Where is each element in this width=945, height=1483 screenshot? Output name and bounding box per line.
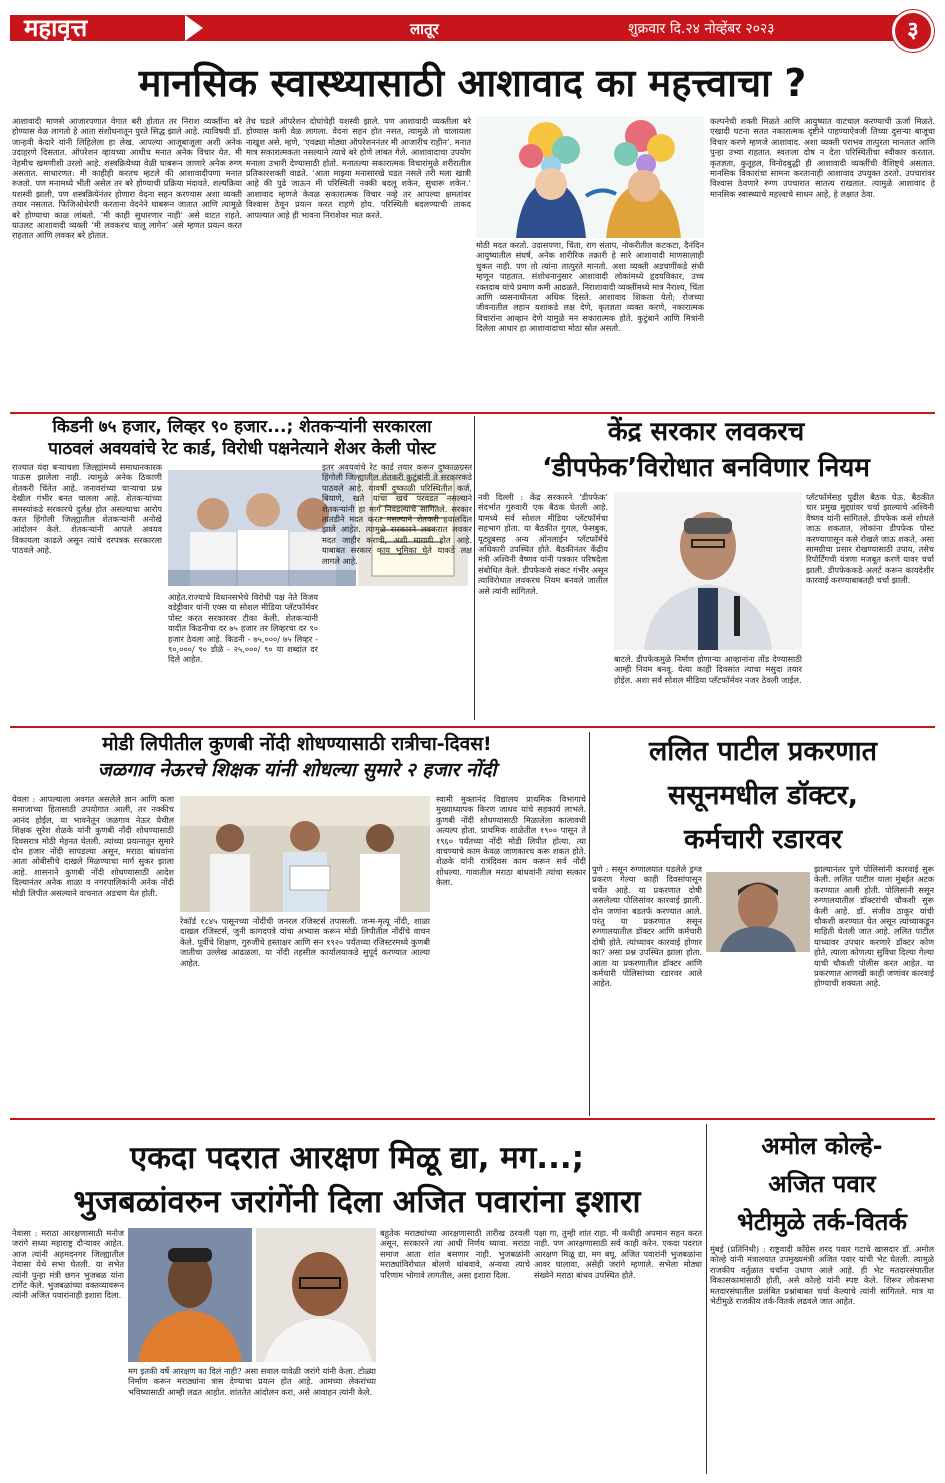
kidney-col-1: राज्यात यंदा बऱ्याचशा जिल्ह्यांमध्ये समाधानकारक पाऊस झालेला नाही. त्यामुळे अनेक ठिकाणी शेतकरी चिंतेत आहे. जनावरांच्या चाऱ्याचा प्रश्न देखील गंभीर बनत चालला आहे. शेतकऱ्यांच्या समस्यांकडे सरकारचे दुर्लक्ष होत असल्याचा आरोप करत हिंगोली जिल्ह्यातील शेतकऱ्यांनी अनोखे आंदोलन केले. शेतकऱ्यांनी आपले अवयव विकायला काढले असून त्यांचे दरपत्रक सरकारला पाठवले आहे. — [12, 462, 162, 556]
deepfake-headline-1: केंद्र सरकार लवकरच — [607, 417, 805, 447]
masthead-left-chevron — [185, 15, 203, 41]
reservation-col-1: नेवासा : मराठा आरक्षणासाठी मनोज जरांगे सध्या महाराष्ट्र दौऱ्यावर आहेत. आज त्यांनी अहमदनगर जिल्ह्यातील नेवासा येथे सभा घेतली. या सभेत त्यांनी पुन्हा मंत्री छगन भुजबळ यांना टार्गेट केले. भुजबळांच्या वक्तव्यावरून त्यांनी अजित पवारांनाही इशारा दिला. — [12, 1228, 124, 1301]
reservation-headline-2: भुजबळांवरुन जरांगेंनी दिला अजित पवारांना इशारा — [73, 1184, 641, 1220]
kidney-headline-1: किडनी ७५ हजार, लिव्हर ९० हजार...; शेतकऱ्यांनी सरकारला — [52, 417, 432, 437]
issue-date: शुक्रवार दि.२४ नोव्हेंबर २०२३ — [628, 21, 775, 37]
amol-headline-1: अमोल कोल्हे- — [761, 1132, 883, 1160]
reservation-col-3: बहुतेक मराठ्यांच्या आरक्षणासाठी तारीख ठरवली असून, सरकारने त्या आधी निर्णय घ्यावा. मराठा समाज आता शांत बसणार नाही. भुजबळांनी मराठ्यांविरोधात बोलणे थांबवावे, अन्यथा त्याचे परिणाम भोगावे लागतील, असा इशारा दिला. — [380, 1228, 530, 1280]
lalit-col-1: पुणे : ससून रुग्णालयात घडलेले ड्रग्ज प्रकरण गेल्या काही दिवसांपासून चर्चेत आहे. या प्रकरणात दोषी असलेल्या पोलिसांवर कारवाई झाली. दोन जणांना बडतर्फ करण्यात आले. परंतु या प्रकरणात ससून रुग्णालयातील डॉक्टर आणि कर्मचारी दोषी होते. त्यांच्यावर कारवाई होणार का? असा प्रश्न उपस्थित झाला होता. आता या प्रकरणातील डॉक्टर आणि कर्मचारी पोलिसांच्या रडारवर आले आहेत. — [592, 864, 702, 989]
kidney-headline-2: पाठवलं अवयवांचे रेट कार्ड, विरोधी पक्षनेत्याने शेअर केली पोस्ट — [48, 439, 436, 459]
optimism-illustration — [476, 116, 704, 238]
teacher-felicitation-photo — [180, 796, 430, 912]
lead-headline: मानसिक स्वास्थ्यासाठी आशावाद का महत्त्वाचा ? — [138, 61, 807, 105]
divider — [10, 1118, 935, 1120]
bhujbal-photo — [256, 1228, 376, 1362]
modi-col-1: येवला : आपल्याला अवगत असलेले ज्ञान आणि कला समाजाच्या हितासाठी उपयोगात आली, तर नक्कीच आनंद होईल, या भावनेतून जळगाव नेऊर येथील शिक्षक सुरेश शेळके यांनी कुणबी नोंदी शोधण्यासाठी दिवसरात्र मोठी मेहनत घेतली. त्यांच्या प्रयत्नातून सुमारे दोन हजार नोंदी सापडल्या असून, मराठा बांधवांना आता ओबीसीचे दाखले मिळण्याचा मार्ग सुकर झाला आहे. शासनाने कुणबी नोंदी शोधण्यासाठी आदेश दिल्यानंतर अनेक शाळा व नगरपालिकांनी अनेक नोंदी मोडी लिपीत असल्याने वाचनात अडचण येत होती. — [12, 794, 174, 898]
amol-col-1: मुंबई (प्रतिनिधी) : राष्ट्रवादी काँग्रेस शरद पवार गटाचे खासदार डॉ. अमोल कोल्हे यांनी मंत्रालयात उपमुख्यमंत्री अजित पवार यांची भेट घेतली. त्यामुळे राजकीय वर्तुळात चर्चांना उधाण आले आहे. ही भेट मतदारसंघातील विकासकामांसाठी होती, असे कोल्हे यांनी स्पष्ट केले. शिरूर लोकसभा मतदारसंघातील प्रलंबित प्रश्नांबाबत चर्चा केल्याचे त्यांनी सांगितले. मात्र या भेटीमुळे राजकीय तर्क-वितर्क लढवले जात आहेत. — [710, 1244, 934, 1307]
page-number-badge — [892, 10, 934, 52]
kidney-col-2: आहेत.राज्याचे विधानसभेचे विरोधी पक्ष नेते विजय वडेट्टीवार यांनी एक्स या सोशल मीडिया प्लॅटफॉर्मवर पोस्ट करत सरकारवर टीका केली. शेतकऱ्यांनी यादीत किडनीचा दर ७५ हजार तर लिव्हरचा दर ९० हजार ठेवला आहे. किडनी - ७५,०००/ ७५ लिव्हर - ९०,०००/ ९० डोळे - २५,०००/ ९० या शब्दांत दर दिले आहेत. — [168, 592, 318, 665]
page-number: ३ — [907, 18, 919, 43]
modi-headline-2: जळगाव नेऊरचे शिक्षक यांनी शोधल्या सुमारे २ हजार नोंदी — [97, 759, 497, 781]
modi-headline-1: मोडी लिपीतील कुणबी नोंदी शोधण्यासाठी रात्रीचा-दिवस! — [102, 733, 492, 755]
lead-col-4: कल्पनेची शक्ती मिळते आणि आयुष्यात वाटचाल करण्याची ऊर्जा मिळते. एखादी घटना सतत नकारात्मक दृष्टीने पाहण्याऐवजी तिच्या दुसऱ्या बाजूचा विचार करणे म्हणजे आशावाद. अशा व्यक्ती पराभव तात्पुरता मानतात आणि पुन्हा उभ्या राहतात. स्वतःला दोष न देता परिस्थितीचा स्वीकार करतात. कृतज्ञता, कुतूहल, विनोदबुद्धी ही आशावादी व्यक्तींची वैशिष्ट्ये असतात. मानसिक विकारांचा सामना करतानाही आशावाद उपयुक्त ठरतो. उपचारांवर विश्वास ठेवणारे रुग्ण उपचारात सातत्य राखतात. त्यामुळे आशावाद हे मानसिक स्वास्थ्याचे महत्त्वाचे साधन आहे, हे लक्षात ठेवा. — [710, 116, 935, 199]
divider — [589, 732, 590, 1116]
flower-heads-icon — [476, 116, 704, 238]
deepfake-caption: बाटले. डीपफेकमुळे निर्माण होणाऱ्या आव्हानांना तोंड देण्यासाठी आम्ही नियम बनवू. येत्या काही दिवसांत त्याचा मसुदा तयार होईल. अशा सर्व सोशल मीडिया प्लॅटफॉर्मवर नजर ठेवली जाईल. — [614, 654, 802, 685]
lead-col-3: मोठी मदत करतो. उदासपणा, चिंता, राग संताप, नोकरीतील कटकटा, दैनंदिन आयुष्यातील संघर्ष, अनेक शारीरिक तक्रारी हे सारे आशावादी माणसालाही चुकत नाही. पण तो त्यांना तात्पुरते मानतो. अशा व्यक्ती अडचणींकडे संधी म्हणून पाहतात. संशोधनानुसार आशावादी लोकांमध्ये हृदयविकार, उच्च रक्तदाब यांचे प्रमाण कमी आढळते. निराशावादी व्यक्तींमध्ये मात्र नैराश्य, चिंता आणि व्यसनाधीनता अधिक दिसते. आशावाद शिकता येतो; रोजच्या जीवनातील लहान यशाकडे लक्ष देणे, कृतज्ञता व्यक्त करणे, नकारात्मक विचारांना आव्हान देणे यामुळे मन सकारात्मक होते. कुटुंबाने आणि मित्रांनी दिलेला आधार हा आशावादाचा मोठा स्रोत असतो. — [476, 240, 704, 334]
masthead — [10, 10, 935, 46]
deepfake-col-3: प्लॅटफॉर्मसह पुढील बैठक घेऊ. बैठकीत चार प्रमुख मुद्द्यांवर चर्चा झाल्याचे अश्विनी वैष्णव यांनी सांगितले. डीपफेक कसे शोधले जाऊ शकतात, लोकांना डीपफेक पोस्ट करण्यापासून कसे रोखले जाऊ शकते, असा सामग्रीचा प्रसार रोखण्यासाठी उपाय, तसेच रिपोर्टिंगची यंत्रणा मजबूत करणे यावर चर्चा झाली. डीपफेककडे अलर्ट करून कायदेशीर कारवाई करण्याबाबतही चर्चा झाली. — [806, 492, 934, 586]
reservation-headline-1: एकदा पदरात आरक्षण मिळू द्या, मग...; — [129, 1140, 585, 1176]
lalit-col-2: झाल्यानंतर पुणे पोलिसांनी कारवाई सुरू केली. ललित पाटील याला मुंबईत अटक करण्यात आली होती. पोलिसांनी ससून रुग्णालयातील डॉक्टरांची चौकशी सुरू केली आहे. डॉ. संजीव ठाकूर यांची चौकशी करण्यात येत असून त्यांच्याकडून माहिती घेतली जात आहे. ललित पाटील याच्यावर उपचार करणारे डॉक्टर कोण होते, त्याला कोणत्या सुविधा दिल्या गेल्या याची चौकशी पोलीस करत आहेत. या प्रकरणात आणखी काही जणांवर कारवाई होण्याची शक्यता आहे. — [814, 864, 934, 989]
modi-col-2: रेकॉर्ड १८४५ पासूनच्या नोंदींची जनरल रजिस्टर्स तपासली. जन्म-मृत्यू नोंदी, शाळा दाखल रजिस्टर्स, जुनी कागदपत्रे यांचा अभ्यास करून मोडी लिपीतील नोंदींचे वाचन केले. पूर्वीचे शिक्षण, गुरुजींचे हस्ताक्षर आणि सन १९२० पर्यंतच्या रजिस्टरमध्ये कुणबी जातीचा उल्लेख आढळला. या नोंदी तहसील कार्यालयाकडे सुपूर्द करण्यात आल्या आहेत. — [180, 916, 430, 968]
lalit-headline-2: ससूनमधील डॉक्टर, — [668, 780, 858, 811]
divider — [10, 412, 935, 414]
lead-col-2: तेच घडले ऑपरेशन दोघांचेही यशस्वी झाले. पण आशावादी व्यक्तीला बरे होण्यास कमी वेळ लागला. वेदना सहन होत नसत, त्यामुळे तो चालायला नाखूश असे. म्हणे, ‘एवढ्या मोठ्या ऑपरेशननंतर मी आजारीच राहीन’. मनात मात्र सकारात्मकता नसल्याने त्याचे बरे होणे लांबत गेले. आशावादाचा उपयोग मनाला उभारी देण्यासाठी होतो. मनातल्या सकारात्मक विचारांमुळे शरीरातील प्रतिकारशक्ती वाढते. ‘आता माझ्या मनासारखे घडत नसले तरी मला खात्री आहे की पुढे जाऊन मी परिस्थिती नक्की बदलू शकेन, सुधारू शकेन.’ आशावाद म्हणजे केवळ सकारात्मक विचार नव्हे तर आपल्या क्षमतांवर विश्वास ठेवून प्रयत्न करत राहणे होय. परिस्थिती बदलण्याची ताकद आपल्यात आहे ही भावना निराशेवर मात करते. — [246, 116, 471, 220]
lalit-headline-1: ललित पाटील प्रकरणात — [648, 736, 878, 767]
divider — [706, 1124, 707, 1474]
kidney-col-3: इतर अवयवांचे रेट कार्ड तयार करून दुष्काळग्रस्त हिंगोली जिल्ह्यातील शेतकरी कुटुंबांनी ते सरकारकडे पाठवले आहे. यावर्षी दुष्काळी परिस्थितीत कर्ज, बियाणे, खते यांचा खर्च परवडत नसल्याने शेतकऱ्यांनी हा मार्ग निवडल्याचे सांगितले. सरकार तातडीने मदत करत नसल्याने शेतकरी हवालदिल झाले आहेत. त्यामुळे सरकारने लवकरात लवकर मदत जाहीर करावी, अशी मागणी होत आहे. याबाबत सरकार काय भूमिका घेते याकडे लक्ष लागले आहे. — [322, 462, 472, 566]
lead-col-1: आशावादी माणसे आजारपणात वेगात बरी होतात तर निराश व्यक्तींना बरे होण्यास वेळ लागतो हे आता संशोधनातून पुरते सिद्ध झाले आहे. त्याविषयी डॉ. जान्हवी केदारे यांनी लिहिलेला हा लेख. आपल्या आजूबाजूला अशी अनेक उदाहरणे दिसतात. ऑपरेशन व्हायच्या आधीच मनात अनेक विचार येत. मी नेहमीच खमणीशी उरलो आहे. शस्त्रक्रियेच्या वेळी घाबरून जाणारे अनेक रुग्ण असतात. साधारणत: मी काहीही करतच म्हटले की आशावादीपणा मनात रुजतो. पण मनामध्ये भीती असेल तर बरे होण्याची प्रक्रिया मंदावते. शल्यक्रिया यशस्वी झाली, पण शस्त्रक्रियेनंतर होणारा वेदना सहन करण्यास अशा व्यक्ती तयार नसतात. फिजिओथेरपी करताना वेदनेने घाबरून जातात आणि त्यामुळे बरे होण्याचा काळ लांबतो. ‘मी काही सुधारणार नाही’ असे वाटत राहते. याउलट आशावादी व्यक्ती ‘मी लवकरच चालू लागेन’ असे म्हणत प्रयत्न करत राहतात आणि लवकर बरे होतात. — [12, 116, 242, 241]
edition-city: लातूर — [410, 20, 439, 38]
modi-col-3: स्वामी मुक्तानंद विद्यालय प्राथमिक विभागाचे मुख्याध्यापक किरण जाधव यांचे सहकार्य लाभले. कुणबी नोंदी शोधण्यासाठी मिळालेला कालावधी अत्यल्प होता. प्राथमिक शाळेतील १९०० पासून ते १९६० पर्यंतच्या नोंदी मोडी लिपीत होत्या. त्या वाचण्याचे काम केवळ जाणकारच करू शकत होते. शेळके यांनी रात्रंदिवस काम करून सर्व नोंदी शोधल्या. गावातील मराठा बांधवांनी त्यांचा सत्कार केला. — [436, 794, 586, 888]
doctor-photo — [706, 872, 810, 952]
reservation-col-4: पक्षा गा, तुम्ही शांत राहा. मी कधीही अपमान सहन करत नाही. पण आरक्षणासाठी सर्व काही करेन. एकदा पदरात आरक्षण मिळू द्या, मग बघू. अजित पवारांनी भुजबळांना आवर घालावा, असेही जरांगे म्हणाले. सभेला मोठ्या संख्येने मराठा बांधव उपस्थित होते. — [534, 1228, 702, 1280]
minister-photo — [614, 492, 802, 650]
masthead-bar — [10, 15, 910, 41]
amol-headline-3: भेटीमुळे तर्क-वितर्क — [737, 1208, 907, 1236]
lalit-headline-3: कर्मचारी रडारवर — [683, 824, 843, 855]
brand-logo: महावृत्त — [24, 13, 88, 42]
divider — [474, 416, 475, 720]
deepfake-col-1: नवी दिल्ली : केंद्र सरकारने ‘डीपफेक’ संदर्भात गुरुवारी एक बैठक घेतली आहे. यामध्ये सर्व सोशल मीडिया प्लॅटफॉर्मचा सहभाग होता. या बैठकीत गुगल, फेसबुक, यूट्यूबसह अन्य ऑनलाईन प्लॅटफॉर्मचे अधिकारी उपस्थित होते. बैठकीनंतर केंद्रीय मंत्री अश्विनी वैष्णव यांनी पत्रकार परिषदेला संबोधित केले. डीपफेकचे संकट गंभीर असून त्याविरोधात लवकरच नियम बनवले जातील असे त्यांनी सांगितले. — [478, 492, 608, 596]
deepfake-headline-2: ‘डीपफेक’विरोधात बनविणार नियम — [542, 453, 870, 483]
jarange-photo — [128, 1228, 252, 1362]
amol-headline-2: अजित पवार — [768, 1170, 876, 1198]
divider — [10, 726, 935, 728]
reservation-col-2: मग इतकी वर्षे आरक्षण का दिलं नाही? असा सवाल यावेळी जरांगे यांनी केला. टोळ्या निर्माण करून मराठ्यांना त्रास देण्याचा प्रयत्न होत आहे. आमच्या लेकरांच्या भविष्यासाठी आम्ही लढत आहोत. शांततेत आंदोलन करा, असे आवाहन त्यांनी केले. — [128, 1366, 376, 1397]
